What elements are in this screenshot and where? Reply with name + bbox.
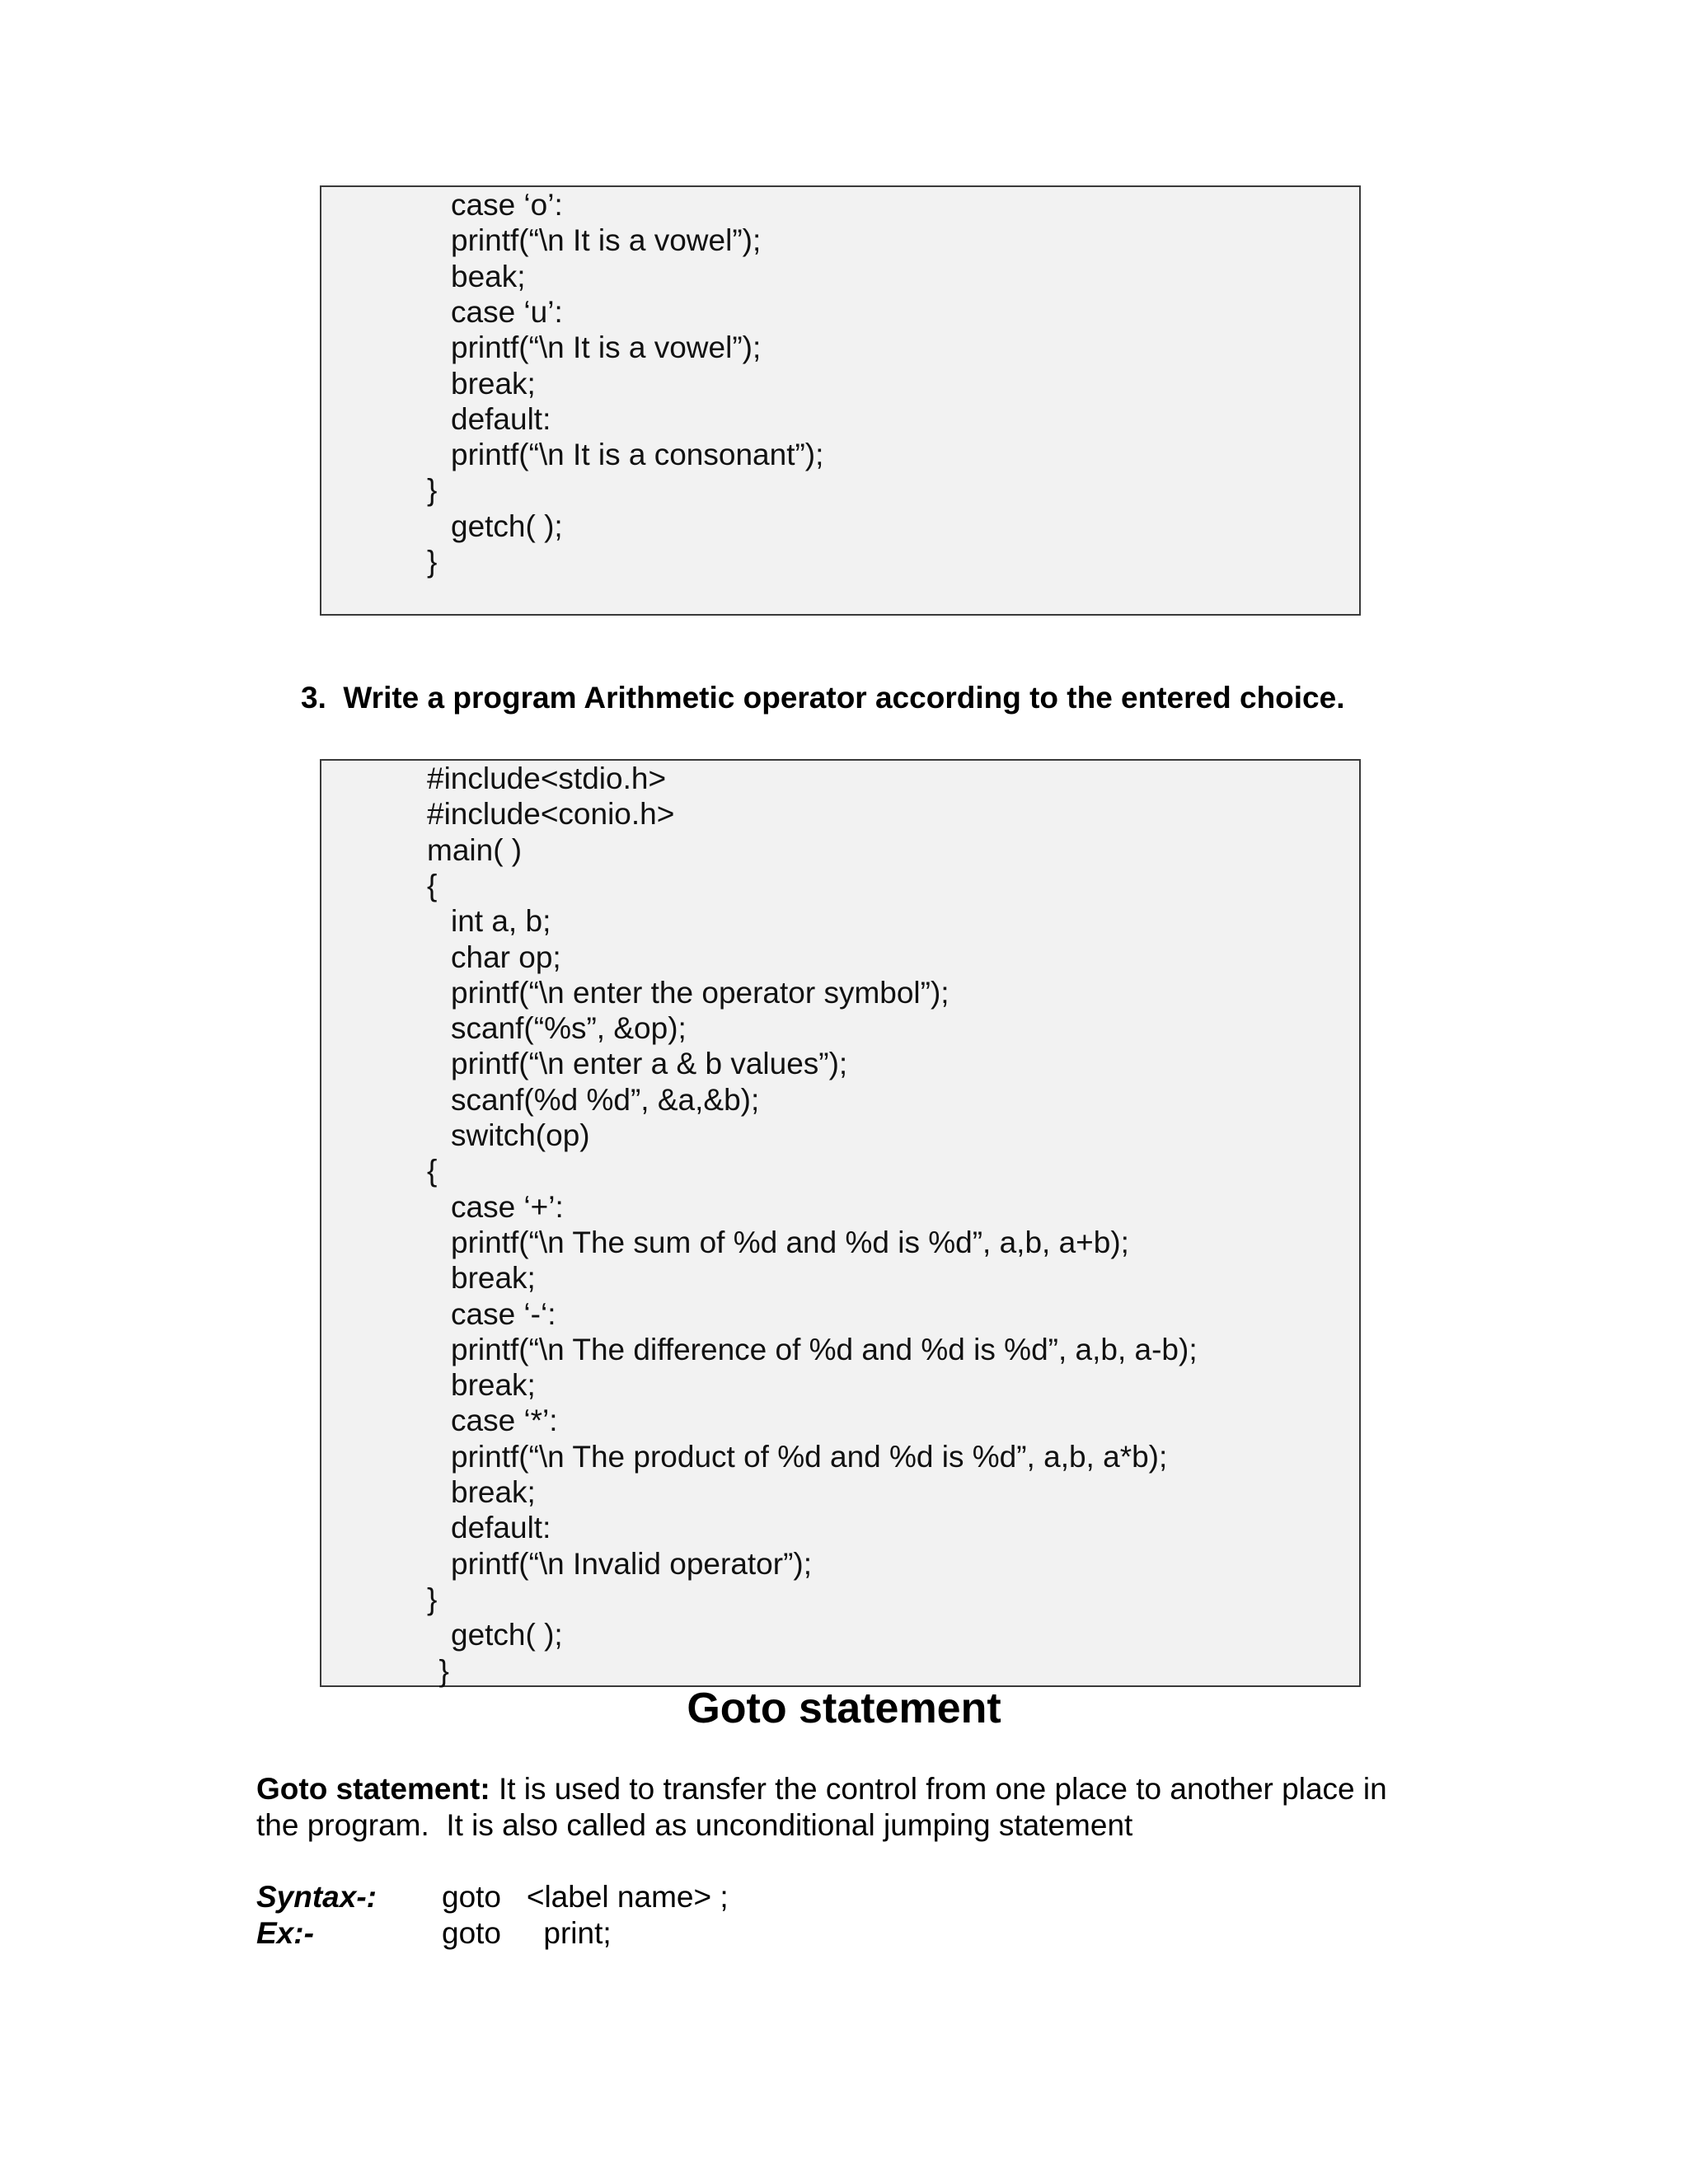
- code-line: int a, b;: [451, 904, 551, 939]
- code-line: scanf(%d %d”, &a,&b);: [451, 1082, 760, 1117]
- syntax-value: goto <label name> ;: [442, 1880, 729, 1914]
- code-line: case ‘-‘:: [451, 1296, 556, 1331]
- syntax-label: Syntax-:: [256, 1880, 377, 1914]
- code-line: case ‘o’:: [451, 188, 563, 222]
- code-line: printf(“\n It is a vowel”);: [451, 223, 762, 258]
- code-line: scanf(“%s”, &op);: [451, 1011, 687, 1046]
- code-line: getch( );: [451, 1618, 563, 1652]
- code-line: {: [427, 868, 438, 902]
- code-line: printf(“\n The difference of %d and %d is %d”, a,b, a-b);: [451, 1332, 1198, 1366]
- goto-description-line-1: [256, 1771, 1387, 1807]
- code-box-vowel-end: [320, 185, 1361, 616]
- code-line: case ‘*’:: [451, 1404, 558, 1438]
- code-line: break;: [451, 1261, 536, 1296]
- code-line: printf(“\n It is a vowel”);: [451, 330, 762, 365]
- section-3-heading: 3. Write a program Arithmetic operator according to the entered choice.: [301, 681, 1345, 715]
- goto-description-line-2: the program. It is also called as unconditional jumping statement: [256, 1808, 1133, 1842]
- code-line: break;: [451, 366, 536, 401]
- goto-title: Goto statement: [687, 1685, 1001, 1732]
- code-line: default:: [451, 401, 551, 436]
- code-line: printf(“\n The sum of %d and %d is %d”, a,b, a+b);: [451, 1225, 1129, 1259]
- code-line: }: [427, 1582, 438, 1616]
- example-label: Ex:-: [256, 1916, 314, 1950]
- code-line: printf(“\n The product of %d and %d is %d”, a,b, a*b);: [451, 1439, 1168, 1474]
- code-line: }: [427, 473, 438, 508]
- code-line: char op;: [451, 940, 561, 974]
- code-line: case ‘u’:: [451, 294, 563, 329]
- code-line: printf(“\n enter the operator symbol”);: [451, 975, 950, 1010]
- code-line: }: [438, 1653, 449, 1688]
- code-line: default:: [451, 1511, 551, 1545]
- code-line: main( ): [427, 832, 523, 867]
- code-line: printf(“\n It is a consonant”);: [451, 438, 824, 472]
- code-line: {: [427, 1154, 438, 1188]
- code-line: switch(op): [451, 1118, 590, 1152]
- code-box-arithmetic: [320, 759, 1361, 1687]
- code-line: break;: [451, 1475, 536, 1509]
- code-line: #include<stdio.h>: [427, 762, 667, 795]
- code-line: getch( );: [451, 509, 563, 543]
- goto-desc-1: It is used to transfer the control from one place to another place in: [490, 1772, 1387, 1806]
- code-line: beak;: [451, 259, 526, 293]
- code-line: printf(“\n Invalid operator”);: [451, 1546, 813, 1581]
- code-line: case ‘+’:: [451, 1189, 564, 1224]
- code-line: }: [427, 545, 438, 579]
- code-line: #include<conio.h>: [427, 797, 675, 832]
- example-value: goto print;: [442, 1916, 612, 1950]
- goto-term: Goto statement:: [256, 1772, 490, 1806]
- code-line: printf(“\n enter a & b values”);: [451, 1047, 848, 1081]
- code-line: break;: [451, 1368, 536, 1403]
